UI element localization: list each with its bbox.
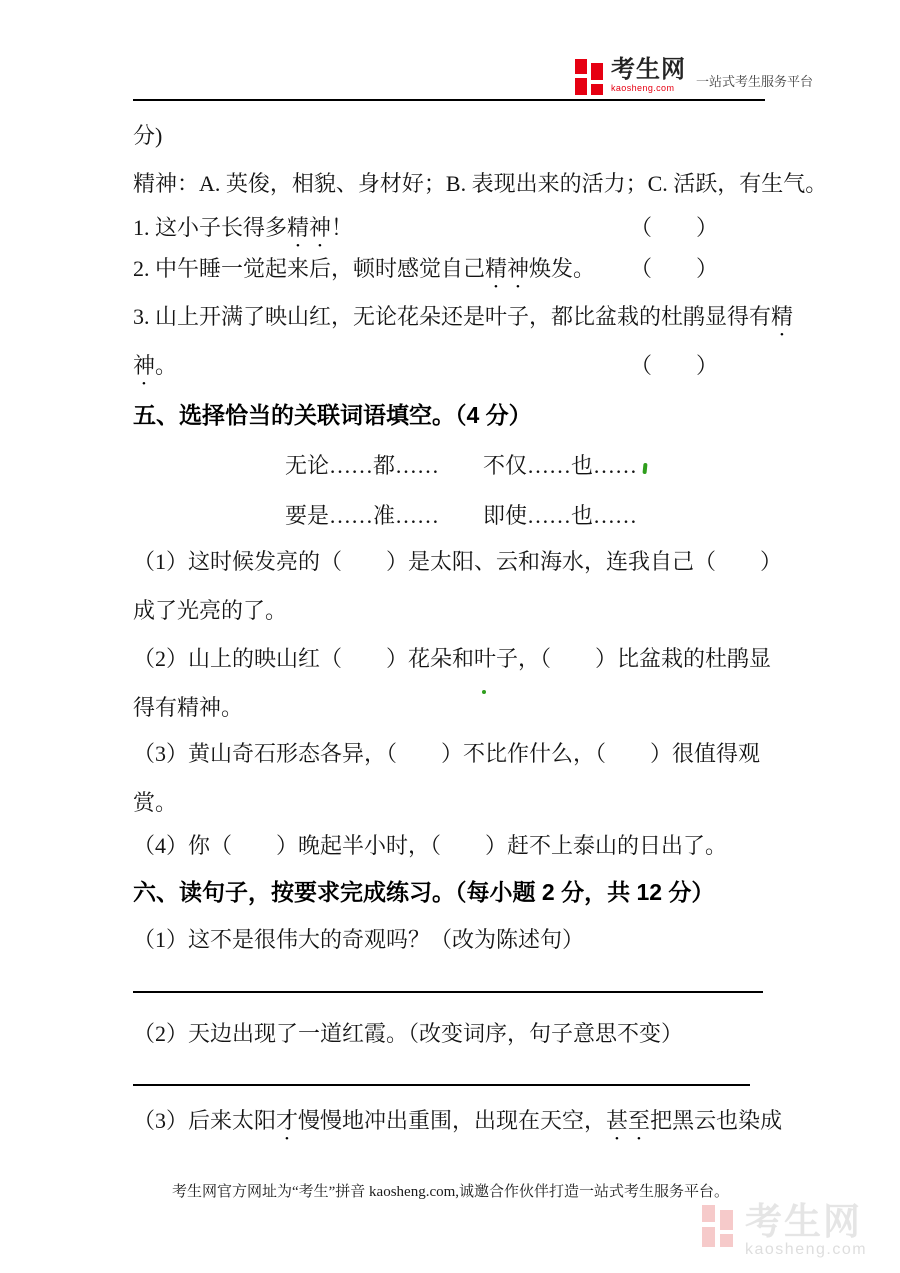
conjunction-pairs-row2: 要是……准…… 即使……也……	[285, 503, 638, 528]
section-heading-five: 五、选择恰当的关联词语填空。（4 分）	[133, 402, 532, 428]
line-score-tail: 分)	[133, 123, 163, 148]
six-q1: （1）这不是很伟大的奇观吗？（改为陈述句）	[133, 927, 585, 952]
watermark-text	[745, 1203, 867, 1259]
brand-tagline: 一站式考生服务平台	[696, 74, 814, 89]
five-q3-part2: 赏。	[133, 790, 178, 815]
plain-text: 。	[155, 353, 178, 378]
watermark-block	[702, 1205, 715, 1222]
five-q2-part1: （2）山上的映山红（ ）花朵和叶子，（ ）比盆栽的杜鹃显	[133, 646, 772, 671]
line-q3-part1	[133, 303, 793, 341]
watermark-block	[702, 1227, 715, 1247]
kaosheng-logo	[575, 57, 813, 95]
logo-block	[575, 59, 587, 74]
answer-line	[133, 1084, 750, 1086]
watermark-brand-name: 考生网	[745, 1201, 862, 1242]
q1-answer-parens: （ ）	[630, 215, 719, 240]
footer-note: 考生网官方网址为“考生”拼音 kaosheng.com,诚邀合作伙伴打造一站式考生服务平台。	[171, 1184, 730, 1200]
section-heading-six: 六、读句子，按要求完成练习。（每小题 2 分，共 12 分）	[133, 879, 715, 905]
watermark-logo	[702, 1203, 867, 1259]
plain-text: 2. 中午睡一觉起来后，顿时感觉自己	[133, 256, 486, 281]
plain-text: ！	[331, 215, 354, 240]
brand-text	[611, 57, 686, 93]
q2-answer-parens: （ ）	[630, 256, 719, 281]
plain-text: 把黑云也染成	[650, 1108, 783, 1133]
watermark-block	[720, 1210, 733, 1230]
brand-name: 考生网	[611, 56, 686, 83]
five-q1-part2: 成了光亮的了。	[133, 598, 288, 623]
stray-mark-green	[482, 690, 486, 694]
header-divider	[133, 99, 765, 101]
watermark-block	[720, 1234, 733, 1247]
emphasized-text: 精	[771, 304, 794, 329]
logo-block	[575, 78, 587, 95]
answer-line	[133, 991, 763, 993]
five-q1-part1: （1）这时候发亮的（ ）是太阳、云和海水，连我自己（ ）	[133, 549, 783, 574]
line-jingshen-definitions: 精神：A. 英俊，相貌、身材好；B. 表现出来的活力；C. 活跃，有生气。	[133, 171, 828, 196]
plain-text: 1. 这小子长得多	[133, 215, 288, 240]
watermark-logo-icon	[702, 1203, 736, 1249]
emphasized-text: 精神	[287, 215, 332, 240]
five-q4: （4）你（ ）晚起半小时，（ ）赶不上泰山的日出了。	[133, 833, 728, 858]
six-q2: （2）天边出现了一道红霞。（改变词序，句子意思不变）	[133, 1021, 684, 1046]
line-q3-part2	[133, 352, 177, 390]
line-q2	[133, 255, 595, 293]
five-q3-part1: （3）黄山奇石形态各异，（ ）不比作什么，（ ）很值得观	[133, 741, 761, 766]
six-q3	[133, 1107, 782, 1145]
emphasized-text: 甚至	[606, 1108, 651, 1133]
plain-text: （3）后来太阳	[133, 1108, 277, 1133]
plain-text: 慢慢地冲出重围，出现在天空，	[298, 1108, 607, 1133]
logo-block	[591, 63, 603, 80]
emphasized-text: 神	[133, 353, 156, 378]
plain-text: 焕发。	[529, 256, 596, 281]
logo-block	[591, 84, 603, 95]
emphasized-text: 才	[276, 1108, 299, 1133]
five-q2-part2: 得有精神。	[133, 695, 244, 720]
conjunction-pairs-row1: 无论……都…… 不仅……也……	[285, 453, 638, 478]
q3-answer-parens: （ ）	[630, 353, 719, 378]
line-q1	[133, 214, 353, 252]
emphasized-text: 精神	[485, 256, 530, 281]
kaosheng-logo-icon	[575, 57, 605, 95]
stray-mark-green	[642, 463, 647, 474]
brand-domain: kaosheng.com	[611, 83, 675, 93]
plain-text: 3. 山上开满了映山红，无论花朵还是叶子，都比盆栽的杜鹃显得有	[133, 304, 772, 329]
watermark-brand-domain: kaosheng.com	[745, 1241, 868, 1258]
